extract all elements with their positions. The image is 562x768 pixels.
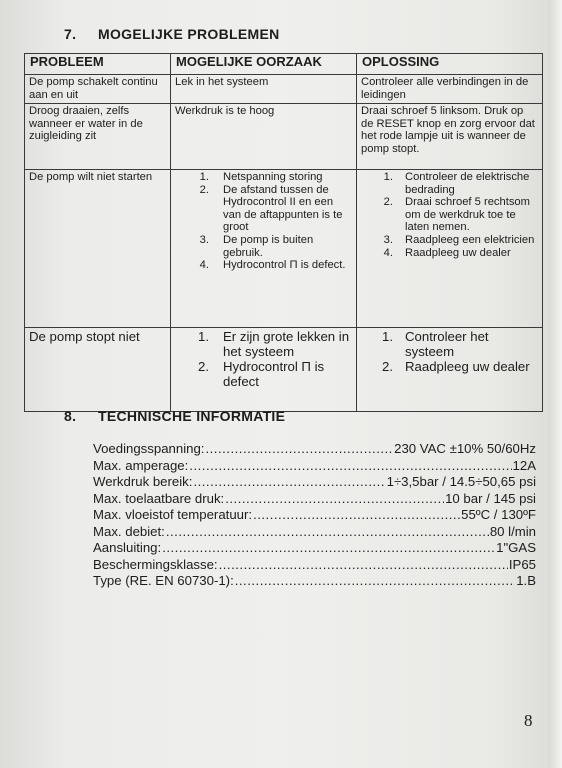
spec-row — [93, 458, 536, 475]
solution-cell — [357, 328, 543, 412]
spec-label: Voedingsspanning: — [93, 441, 205, 456]
list-item: 2. Hydrocontrol Π is defect — [198, 359, 325, 389]
spec-value: 1"GAS — [496, 540, 536, 555]
list-item: 4. Raadpleeg uw dealer — [383, 246, 511, 259]
section-8-number: 8. — [64, 408, 77, 424]
list-item: 1. Netspanning storing — [199, 171, 323, 183]
spec-row — [93, 573, 536, 590]
table-row — [25, 328, 543, 412]
spec-row — [93, 524, 536, 541]
spec-value: 1÷3,5bar / 14.5÷50,65 psi — [386, 474, 536, 489]
cause-cell: Werkdruk is te hoog — [171, 104, 357, 170]
header-problem: PROBLEEM — [25, 54, 171, 75]
spec-row — [93, 557, 536, 574]
list-item: 1. Controleer de elektrische bedrading — [383, 171, 530, 196]
spec-value: IP65 — [508, 556, 536, 572]
solution-list — [361, 329, 538, 374]
cause-list — [175, 171, 352, 272]
spec-row — [93, 474, 536, 491]
spec-label: Beschermingsklasse: — [93, 556, 218, 572]
spec-value: 12A — [512, 457, 536, 473]
solution-cell: Draai schroef 5 linksom. Druk op de RESET knop en zorg ervoor dat het rode lampje uit is wanneer de pomp stopt. — [357, 104, 543, 170]
spec-row — [93, 507, 536, 524]
leader-dots — [162, 540, 495, 557]
section-8-title: TECHNISCHE INFORMATIE — [98, 408, 286, 424]
leader-dots — [189, 458, 511, 475]
table-row — [25, 170, 543, 328]
cause-cell — [171, 328, 357, 412]
solution-list — [361, 171, 538, 259]
leader-dots — [225, 491, 444, 508]
problem-cell: De pomp wilt niet starten — [25, 170, 171, 328]
problems-table — [24, 53, 543, 412]
spec-value: 55ºC / 130ºF — [461, 507, 536, 522]
leader-dots — [219, 557, 508, 574]
spec-label: Max. amperage: — [93, 457, 189, 473]
list-item: 3. De pomp is buiten gebruik. — [199, 233, 314, 259]
list-item: 1. Controleer het systeem — [382, 329, 489, 359]
cause-cell: Lek in het systeem — [171, 75, 357, 104]
header-cause: MOGELIJKE OORZAAK — [171, 54, 357, 75]
spec-label: Type (RE. EN 60730-1): — [93, 573, 234, 588]
leader-dots — [205, 441, 393, 458]
section-7-title: MOGELIJKE PROBLEMEN — [98, 26, 280, 42]
page-edge-shadow — [548, 0, 562, 768]
leader-dots — [193, 474, 385, 491]
page-number: 8 — [524, 711, 533, 730]
list-item: 3. Raadpleeg een elektricien — [383, 233, 535, 246]
spec-value: 230 VAC ±10% 50/60Hz — [394, 441, 536, 456]
spec-value: 80 l/min — [489, 523, 536, 539]
section-8-heading — [64, 408, 285, 424]
spec-list — [93, 441, 536, 590]
list-item: 2. Draai schroef 5 rechtsom om de werkdruk toe te laten nemen. — [383, 196, 530, 234]
leader-dots — [166, 524, 489, 541]
cause-cell — [171, 170, 357, 328]
table-row — [25, 75, 543, 104]
list-item: 2. Raadpleeg uw dealer — [382, 359, 530, 374]
spec-label: Max. debiet: — [93, 523, 165, 539]
section-7-number: 7. — [64, 26, 77, 42]
list-item: 2. De afstand tussen de Hydrocontrol II en een van de aftappunten is te groot — [199, 183, 343, 234]
list-item: 1. Er zijn grote lekken in het systeem — [198, 329, 350, 359]
problem-cell: De pomp stopt niet — [25, 328, 171, 412]
spec-row — [93, 441, 536, 458]
section-7-heading — [64, 26, 280, 42]
cause-list — [175, 329, 352, 389]
problem-cell: Droog draaien, zelfs wanneer er water in de zuigleiding zit — [25, 104, 171, 170]
table-header-row — [25, 54, 543, 75]
spec-label: Max. toelaatbare druk: — [93, 490, 225, 506]
spec-value: 10 bar / 145 psi — [445, 490, 536, 506]
spec-label: Aansluiting: — [93, 540, 162, 555]
leader-dots — [235, 573, 515, 590]
problem-cell: De pomp schakelt continu aan en uit — [25, 75, 171, 104]
spec-row — [93, 491, 536, 508]
spec-value: 1.B — [516, 573, 536, 588]
solution-cell: Controleer alle verbindingen in de leidingen — [357, 75, 543, 104]
solution-cell — [357, 170, 543, 328]
spec-row — [93, 540, 536, 557]
table-row — [25, 104, 543, 170]
spec-label: Werkdruk bereik: — [93, 474, 193, 489]
spec-label: Max. vloeistof temperatuur: — [93, 507, 253, 522]
list-item: 4. Hydrocontrol Π is defect. — [199, 259, 346, 272]
leader-dots — [253, 507, 460, 524]
header-solution: OPLOSSING — [357, 54, 543, 75]
